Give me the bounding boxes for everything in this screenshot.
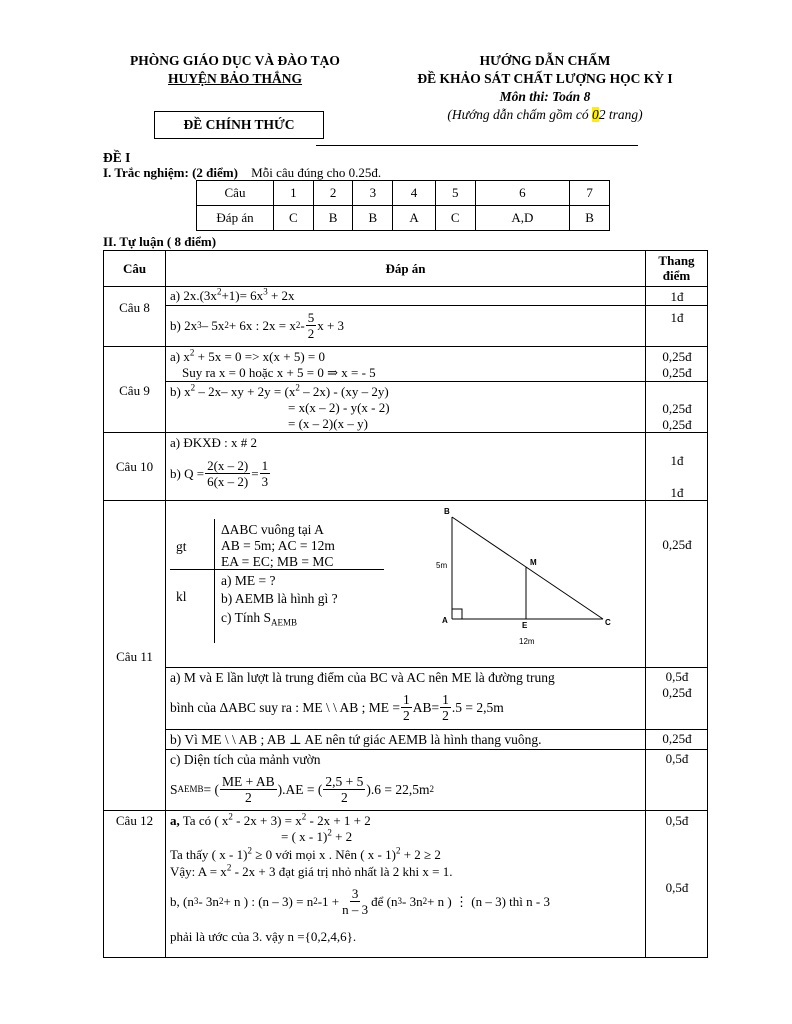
mc-a: B [313,206,353,231]
score: 0,5đ [665,880,689,895]
header-divider [316,145,638,146]
grid-h [103,250,708,251]
given-line3: EA = EC; MB = MC [221,554,334,569]
score: 0,25đ [662,537,692,552]
fraction: $\frac{1}{2}$ [403,691,410,723]
fraction: $\frac{3}{n - 3}$ [342,885,369,917]
q11-c-line2: S AEMB = ( $\frac{ME + AB}{2}$ ).AE = ( $\frac{2,5 + 5}{2}$ ).6 = 22,5m 2 [170,773,434,805]
grid-h-partial [165,749,708,750]
section1-heading: I. Trắc nghiệm: (2 điểm) Mỗi câu đúng cho 0.25đ. [103,165,382,180]
q9-a-line2: Suy ra x = 0 hoặc x + 5 = 0 ⇒ x = - 5 [182,365,376,380]
mc-q: 3 [353,181,393,206]
title-line1: HƯỚNG DẪN CHẤM [479,53,611,68]
mc-q: 5 [435,181,475,206]
mc-q: 1 [274,181,314,206]
mc-a: A,D [475,206,570,231]
official-stamp: ĐỀ CHÍNH THỨC [154,111,324,139]
side-bc [452,517,603,619]
q9-b-line3: = (x – 2)(x – y) [288,416,368,431]
mc-row-label: Đáp án [197,206,274,231]
mc-a: B [570,206,610,231]
exam-code: ĐỀ I [103,150,131,165]
conclusion-line1: a) ME = ? [221,573,276,588]
grid-h-partial [165,729,708,730]
question-label: Câu 10 [115,459,154,474]
right-angle-mark [452,609,462,619]
fraction: $\frac{1}{3}$ [261,457,269,489]
q9-b-line2: = x(x – 2) - y(x - 2) [288,400,390,415]
score: 0,25đ [662,685,692,700]
length-ac-label: 12m [519,637,535,646]
grid-v [165,250,166,958]
mc-row-label: Câu [197,181,274,206]
score: 0,25đ [662,731,692,746]
question-label: Câu 12 [115,813,154,828]
fraction: $\frac{1}{2}$ [442,691,449,723]
score: 0,5đ [665,751,689,766]
subject: Môn thi: Toán 8 [499,89,591,104]
grid-h-partial [165,667,708,668]
q12-b-line1: b, (n 3 - 3n 2 + n ) : (n – 3) = n 2 -1 + $\frac{3}{n - 3}$ để (n 3 - 3n 2 + n ) ⋮ (n – 3) thì n - 3 [170,885,550,917]
q8-part-a: a) $2x.(3x^2+1)= 6x^3 + 2x$ [170,286,295,303]
fraction: $\frac{2(x - 2)}{6(x - 2)}$ [207,457,249,489]
grid-v [103,250,104,958]
grid-h [103,957,708,958]
score: 1đ [670,485,684,500]
document-title [380,52,710,124]
mc-q: 7 [570,181,610,206]
col-header-answer: Đáp án [385,261,426,276]
col-header-score-2: điểm [662,268,691,283]
col-header-question: Câu [122,261,147,276]
q10-part-b: b) Q = $\frac{2(x - 2)}{6(x - 2)}$ = $\frac{1}{3}$ [170,457,269,489]
mc-q: 4 [393,181,436,206]
q12-a-line1: a, Ta có ( $x^2 - 2x + 3) = x^2 - 2x + 1 + 2$ [170,811,371,828]
question-label: Câu 9 [119,383,150,398]
col-header-score-1: Thang [658,253,695,268]
department-line2: HUYỆN BẢO THẮNG [167,71,303,86]
grid-h [103,286,708,287]
given-line2: AB = 5m; AC = 12m [221,538,335,553]
fraction: $\frac{ME + AB}{2}$ [222,773,275,805]
grid-h [103,810,708,811]
q9-a-line1: a) $x^2 + 5x = 0 => x(x + 5) = 0$ [170,347,326,364]
q11-a-line1: a) M và E lần lượt là trung điểm của BC và AC nên ME là đường trung [170,670,555,685]
given-label: gt [176,539,187,554]
score: 1đ [670,453,684,468]
mc-a: C [274,206,314,231]
mc-q: 6 [475,181,570,206]
gt-kl-vline [214,519,215,643]
multiple-choice-table [196,180,610,231]
mc-answer-row [197,206,610,231]
score: 0,5đ [665,669,689,684]
q12-a-line4: Vậy: $A = x^2 - 2x + 3$ đạt giá trị nhỏ nhất là 2 khi x = 1. [170,862,453,879]
fraction: $\frac{5}{2}$ [307,309,315,341]
mc-q: 2 [313,181,353,206]
q9-b-line1: b) $x^2 - 2x-$ xy + $2y = (x^2 - 2x) - (xy - 2y)$ [170,382,389,399]
q12-b-line2: phải là ước của 3. vậy n ={0,2,4,6}. [170,929,357,944]
score: 1đ [670,310,684,325]
point-e-label: E [522,621,528,630]
title-line2: ĐỀ KHẢO SÁT CHẤT LƯỢNG HỌC KỲ I [417,71,673,86]
q11-c-line1: c) Diện tích của mảnh vườn [170,752,321,767]
vertex-b-label: B [444,507,450,516]
vertex-c-label: C [605,618,611,627]
q11-a-line2: bình của ΔABC suy ra : ME \ \ AB ; ME = $\frac{1}{2}$ AB= $\frac{1}{2}$ .5 = 2,5m [170,691,504,723]
q8-part-b: b) 2x 3 – 5x 2 + 6x : 2x = x 2 - $\frac{5}{2}$ x + 3 [170,309,345,341]
mc-question-row [197,181,610,206]
question-label: Câu 11 [116,649,153,664]
score: 0,25đ [662,365,692,380]
mc-a: C [435,206,475,231]
q11-part-b: b) Vì ME \ \ AB ; AB ⊥ AE nên tứ giác AEMB là hình thang vuông. [170,732,542,747]
question-label: Câu 8 [119,300,150,315]
score: 1đ [670,289,684,304]
score: 0,25đ [662,417,692,432]
score: 0,25đ [662,349,692,364]
grid-h-partial [165,381,708,382]
point-m-label: M [530,558,537,567]
section2-heading: II. Tự luận ( 8 điểm) [103,234,217,249]
department-name [100,52,370,88]
q10-part-a: a) ĐKXĐ : x # 2 [170,435,258,450]
conclusion-label: kl [176,589,187,604]
mc-a: A [393,206,436,231]
score: 0,5đ [665,813,689,828]
conclusion-line2: b) AEMB là hình gì ? [221,591,338,606]
grid-h [103,500,708,501]
given-line1: ΔABC vuông tại A [221,522,324,537]
score: 0,25đ [662,401,692,416]
q12-a-line3: Ta thấy ( x - 1)$^2$ ≥ 0 với mọi x . Nên ( x - 1)$^2$ + 2 ≥ 2 [170,845,441,862]
q12-a-line2: = ( x - 1)$^2$ + 2 [281,827,353,844]
fraction: $\frac{2,5 + 5}{2}$ [325,773,364,805]
department-line1: PHÒNG GIÁO DỤC VÀ ĐÀO TẠO [130,53,340,68]
gt-kl-hline [170,569,384,570]
triangle-figure [425,502,625,650]
length-ab-label: 5m [436,561,448,570]
conclusion-line3: c) Tính $S_{AEMB}$ [221,610,298,628]
pages-note: (Hướng dẫn chấm gồm có 02 trang) [447,107,643,122]
vertex-a-label: A [442,616,448,625]
grid-h [103,432,708,433]
mc-a: B [353,206,393,231]
